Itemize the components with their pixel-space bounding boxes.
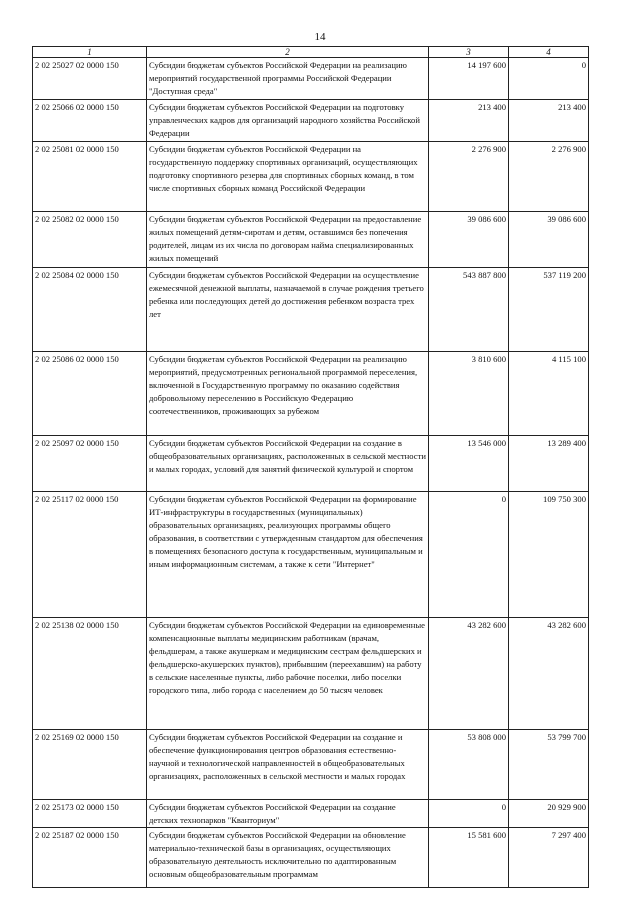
table-row [33, 268, 589, 352]
description-cell: Субсидии бюджетам субъектов Российской Федерации на единовременные компенсационные выплаты медицинским работникам (врачам, фельдшерам, а также акушеркам и медицинским сестрам фельдшерских и фельдшерско-акушерских пунктов), прибывшим (переехавшим) на работу в сельские населенные пункты, либо рабочие поселки, либо поселки городского типа, либо города с населением до 50 тысяч человек [147, 618, 429, 730]
column-header-1: 1 [33, 47, 147, 58]
table-header-row [33, 47, 589, 58]
amount-column-3-cell: 39 086 600 [429, 212, 509, 268]
amount-column-3-cell: 3 810 600 [429, 352, 509, 436]
description-cell: Субсидии бюджетам субъектов Российской Федерации на государственную поддержку спортивных организаций, осуществляющих подготовку спортивного резерва для спортивных сборных команд, в том числе спортивных сборных команд Российской Федерации [147, 142, 429, 212]
budget-code-cell: 2 02 25169 02 0000 150 [33, 730, 147, 800]
budget-code-cell: 2 02 25081 02 0000 150 [33, 142, 147, 212]
description-cell: Субсидии бюджетам субъектов Российской Федерации на подготовку управленческих кадров для организаций народного хозяйства Российской Федерации [147, 100, 429, 142]
table-row [33, 212, 589, 268]
budget-code-cell: 2 02 25117 02 0000 150 [33, 492, 147, 618]
column-header-4: 4 [509, 47, 589, 58]
description-cell: Субсидии бюджетам субъектов Российской Федерации на создание детских технопарков "Кванториум" [147, 800, 429, 828]
budget-code-cell: 2 02 25097 02 0000 150 [33, 436, 147, 492]
amount-column-4-cell: 109 750 300 [509, 492, 589, 618]
amount-column-4-cell: 13 289 400 [509, 436, 589, 492]
amount-column-3-cell: 2 276 900 [429, 142, 509, 212]
budget-code-cell: 2 02 25082 02 0000 150 [33, 212, 147, 268]
table-row [33, 352, 589, 436]
budget-code-cell: 2 02 25173 02 0000 150 [33, 800, 147, 828]
budget-code-cell: 2 02 25066 02 0000 150 [33, 100, 147, 142]
table-row [33, 618, 589, 730]
budget-code-cell: 2 02 25086 02 0000 150 [33, 352, 147, 436]
amount-column-4-cell: 2 276 900 [509, 142, 589, 212]
budget-code-cell: 2 02 25027 02 0000 150 [33, 58, 147, 100]
table-row [33, 828, 589, 888]
amount-column-3-cell: 213 400 [429, 100, 509, 142]
amount-column-4-cell: 39 086 600 [509, 212, 589, 268]
amount-column-4-cell: 53 799 700 [509, 730, 589, 800]
amount-column-3-cell: 13 546 000 [429, 436, 509, 492]
page-number: 14 [314, 31, 326, 43]
amount-column-4-cell: 0 [509, 58, 589, 100]
description-cell: Субсидии бюджетам субъектов Российской Федерации на реализацию мероприятий государственной программы Российской Федерации "Доступная среда" [147, 58, 429, 100]
amount-column-3-cell: 14 197 600 [429, 58, 509, 100]
description-cell: Субсидии бюджетам субъектов Российской Федерации на создание и обеспечение функционирования центров образования естественно-научной и технологической направленностей в общеобразовательных организациях, расположенных в сельской местности и малых городах [147, 730, 429, 800]
description-cell: Субсидии бюджетам субъектов Российской Федерации на реализацию мероприятий, предусмотренных региональной программой переселения, включенной в Государственную программу по оказанию содействия добровольному переселению в Российскую Федерацию соотечественников, проживающих за рубежом [147, 352, 429, 436]
amount-column-3-cell: 53 808 000 [429, 730, 509, 800]
amount-column-3-cell: 0 [429, 800, 509, 828]
amount-column-4-cell: 43 282 600 [509, 618, 589, 730]
amount-column-4-cell: 20 929 900 [509, 800, 589, 828]
table-row [33, 492, 589, 618]
amount-column-4-cell: 4 115 100 [509, 352, 589, 436]
description-cell: Субсидии бюджетам субъектов Российской Федерации на предоставление жилых помещений детям-сиротам и детям, оставшимся без попечения родителей, лицам из их числа по договорам найма специализированных жилых помещений [147, 212, 429, 268]
budget-code-cell: 2 02 25084 02 0000 150 [33, 268, 147, 352]
table-row [33, 730, 589, 800]
amount-column-3-cell: 43 282 600 [429, 618, 509, 730]
budget-code-cell: 2 02 25138 02 0000 150 [33, 618, 147, 730]
amount-column-4-cell: 537 119 200 [509, 268, 589, 352]
amount-column-3-cell: 543 887 800 [429, 268, 509, 352]
budget-table [32, 46, 589, 888]
description-cell: Субсидии бюджетам субъектов Российской Федерации на обновление материально-технической базы в организациях, осуществляющих образовательную деятельность исключительно по адаптированным основным общеобразовательным программам [147, 828, 429, 888]
table-row [33, 800, 589, 828]
description-cell: Субсидии бюджетам субъектов Российской Федерации на осуществление ежемесячной денежной выплаты, назначаемой в случае рождения третьего ребенка или последующих детей до достижения ребенком возраста трех лет [147, 268, 429, 352]
table-row [33, 100, 589, 142]
amount-column-3-cell: 0 [429, 492, 509, 618]
budget-code-cell: 2 02 25187 02 0000 150 [33, 828, 147, 888]
table-row [33, 436, 589, 492]
table-row [33, 142, 589, 212]
description-cell: Субсидии бюджетам субъектов Российской Федерации на создание в общеобразовательных организациях, расположенных в сельской местности и малых городах, условий для занятий физической культурой и спортом [147, 436, 429, 492]
table-row [33, 58, 589, 100]
amount-column-3-cell: 15 581 600 [429, 828, 509, 888]
column-header-2: 2 [147, 47, 429, 58]
description-cell: Субсидии бюджетам субъектов Российской Федерации на формирование ИТ-инфраструктуры в государственных (муниципальных) образовательных организациях, реализующих программы общего образования, в соответствии с утвержденным стандартом для обеспечения в помещениях безопасного доступа к государственным, муниципальным и иным информационным системам, а также к сети "Интернет" [147, 492, 429, 618]
column-header-3: 3 [429, 47, 509, 58]
amount-column-4-cell: 213 400 [509, 100, 589, 142]
amount-column-4-cell: 7 297 400 [509, 828, 589, 888]
